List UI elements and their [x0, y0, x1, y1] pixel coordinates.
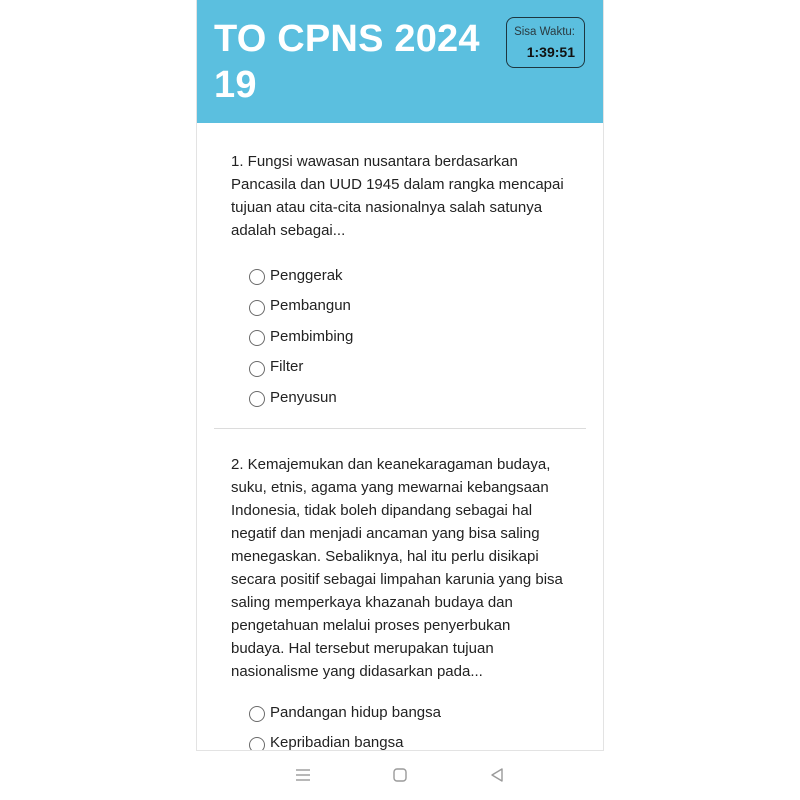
question-2-options: [249, 697, 441, 751]
home-icon: [392, 767, 408, 783]
option-pembimbing[interactable]: [249, 321, 353, 352]
option-label: Pembangun: [270, 297, 351, 315]
option-label: Pembimbing: [270, 327, 354, 345]
option-penggerak[interactable]: [249, 260, 353, 291]
option-label: Pandangan hidup bangsa: [270, 703, 441, 721]
radio-button[interactable]: [249, 737, 265, 751]
header: [197, 0, 603, 123]
option-pembangun[interactable]: [249, 291, 353, 322]
question-1-options: [249, 260, 353, 413]
system-navigation-bar: [0, 751, 800, 800]
menu-icon: [295, 768, 311, 782]
quiz-screen: [196, 0, 604, 751]
question-divider: [214, 428, 586, 429]
radio-button[interactable]: [249, 300, 265, 316]
question-2-text: 2. Kemajemukan dan keanekaragaman budaya, suku, etnis, agama yang mewarnai kebangsaan Indonesia, tidak boleh dipandang sebagai hal negatif dan menjadi ancaman yang bisa saling menegaskan. Sebaliknya, hal itu perlu disikapi secara positif sebagai limpahan karunia yang bisa saling memperkaya khazanah budaya dan pengetahuan melalui proses penyerbukan budaya. Hal tersebut merupakan tujuan nasionalisme yang didasarkan pada...: [231, 456, 563, 680]
question-1-text: 1. Fungsi wawasan nusantara berdasarkan Pancasila dan UUD 1945 dalam rangka mencapai tujuan atau cita-cita nasionalnya salah satunya adalah sebagai...: [231, 153, 564, 239]
back-icon: [489, 767, 505, 783]
radio-button[interactable]: [249, 391, 265, 407]
back-button[interactable]: [487, 765, 507, 785]
page-title: TO CPNS 2024 19: [214, 18, 480, 106]
option-label: Penyusun: [270, 388, 337, 406]
timer-value: 1:39:51: [526, 44, 575, 60]
radio-button[interactable]: [249, 706, 265, 722]
option-penyusun[interactable]: [249, 382, 353, 413]
option-label: Penggerak: [270, 266, 343, 284]
option-kepribadian-bangsa[interactable]: [249, 728, 441, 752]
timer-box: [506, 17, 585, 68]
option-label: Kepribadian bangsa: [270, 734, 404, 751]
option-filter[interactable]: [249, 352, 353, 383]
option-pandangan-hidup-bangsa[interactable]: [249, 697, 441, 728]
radio-button[interactable]: [249, 269, 265, 285]
option-label: Filter: [270, 358, 304, 376]
radio-button[interactable]: [249, 330, 265, 346]
recent-apps-button[interactable]: [293, 765, 313, 785]
home-button[interactable]: [390, 765, 410, 785]
radio-button[interactable]: [249, 361, 265, 377]
timer-label: Sisa Waktu:: [514, 26, 575, 38]
